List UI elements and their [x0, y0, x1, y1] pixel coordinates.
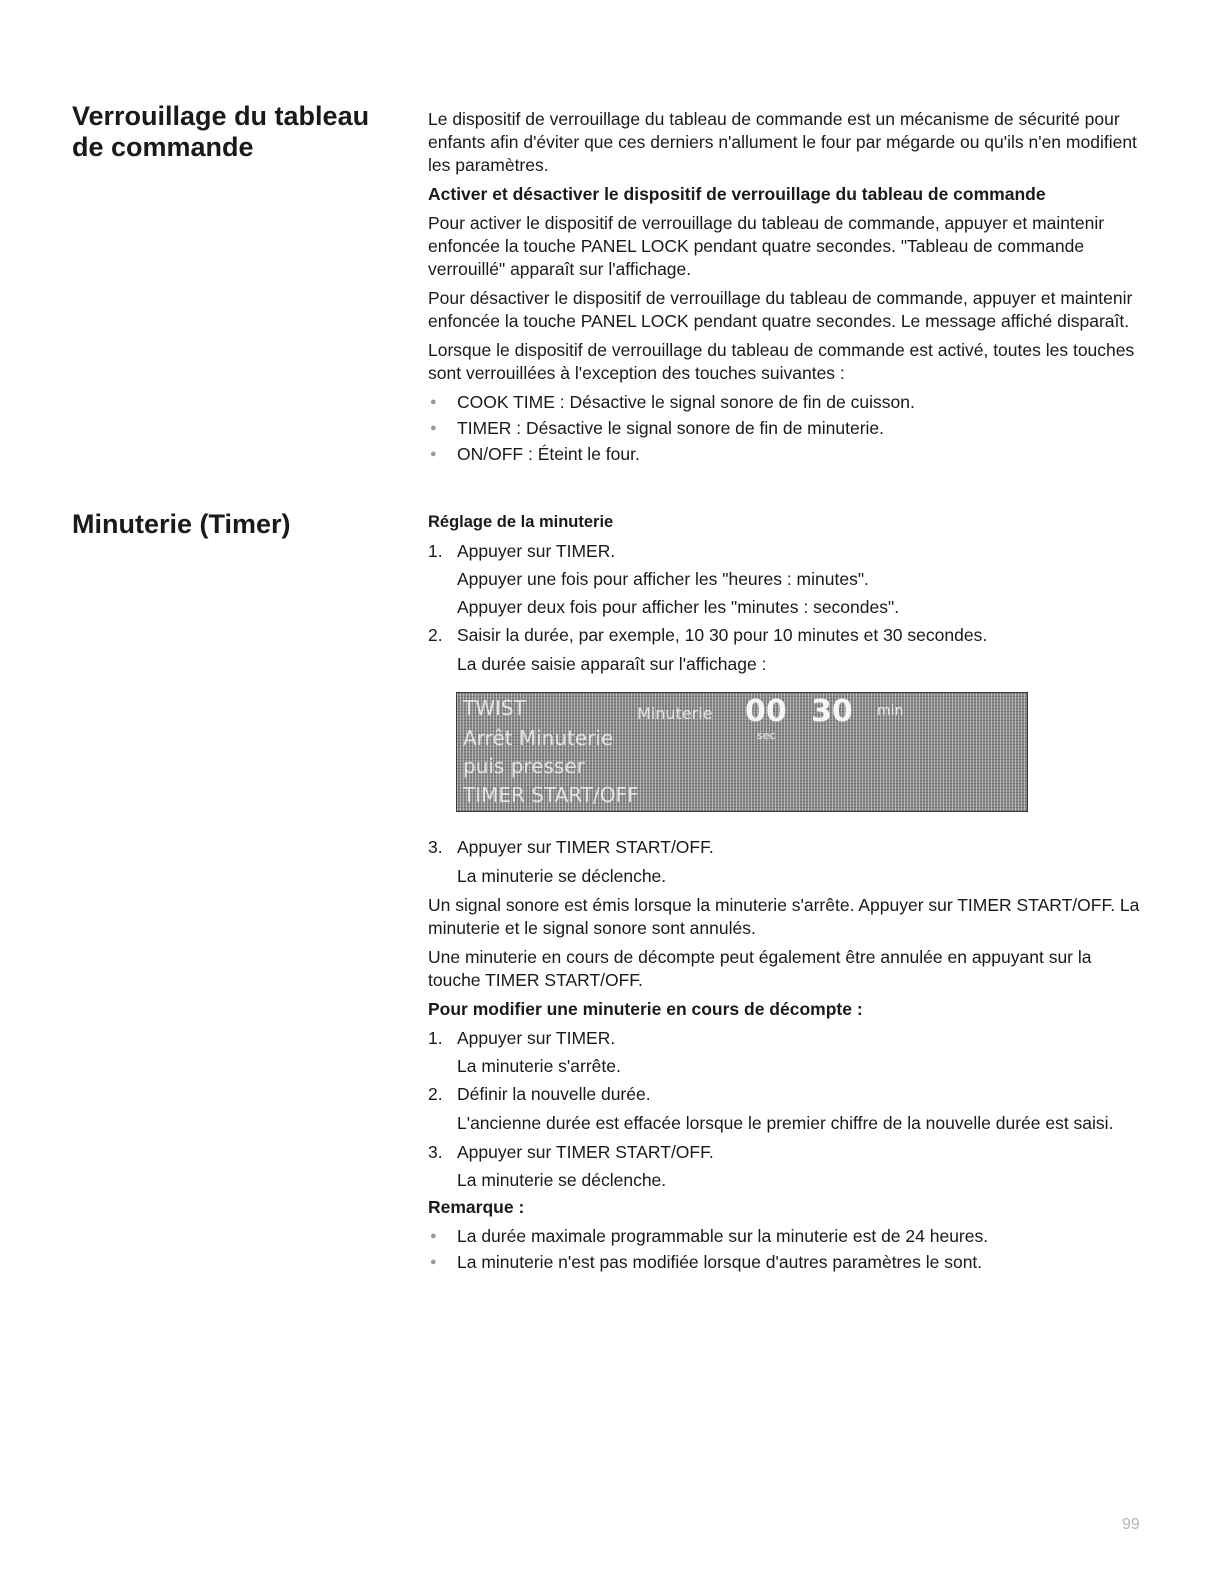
step-item: 3. Appuyer sur TIMER START/OFF. — [428, 837, 714, 857]
remarks-list — [428, 1225, 1144, 1274]
display-line-4: TIMER START/OFF — [463, 783, 639, 807]
display-unit: min — [877, 703, 904, 719]
timer-setting-section — [428, 511, 1144, 676]
display-unit-small: sec — [757, 729, 776, 742]
list-item: ● TIMER : Désactive le signal sonore de fin de minuterie. — [430, 418, 884, 438]
step-item: 1. Appuyer sur TIMER. — [428, 1028, 616, 1048]
display-line-2: Arrêt Minuterie — [463, 726, 614, 750]
remark-heading: Remarque : — [428, 1197, 525, 1217]
display-label: Minuterie — [637, 704, 713, 723]
timer-setting-heading: Réglage de la minuterie — [428, 513, 614, 531]
step-item: 1. Appuyer sur TIMER. — [428, 541, 616, 561]
step-note: Appuyer deux fois pour afficher les "minutes : secondes". — [457, 597, 900, 617]
display-digits-seconds: 30 — [811, 694, 853, 729]
bullet-icon: ● — [430, 396, 437, 408]
page-number: 99 — [1122, 1516, 1140, 1533]
lock-subheading: Activer et désactiver le dispositif de verrouillage du tableau de commande — [428, 184, 1046, 204]
lock-intro: Le dispositif de verrouillage du tableau de commande est un mécanisme de sécurité pour enfants afin d'éviter que ces derniers n'allument le four par mégarde ou qu'ils n'en modifient les paramètres. — [428, 109, 1137, 175]
list-item: ● La minuterie n'est pas modifiée lorsque d'autres paramètres le sont. — [430, 1252, 983, 1272]
bullet-icon: ● — [430, 1256, 437, 1268]
section-heading-panel-lock: Verrouillage du tableau de commande — [72, 101, 370, 162]
step-item: 2. Saisir la durée, par exemple, 10 30 pour 10 minutes et 30 secondes. — [428, 625, 988, 645]
step-note: La minuterie se déclenche. — [457, 1170, 667, 1190]
step-item: 2. Définir la nouvelle durée. — [428, 1084, 651, 1104]
step-note: La durée saisie apparaît sur l'affichage : — [457, 654, 767, 674]
modify-heading: Pour modifier une minuterie en cours de décompte : — [428, 999, 863, 1019]
step-note: La minuterie se déclenche. — [457, 866, 667, 886]
list-item: ● COOK TIME : Désactive le signal sonore de fin de cuisson. — [430, 392, 915, 412]
display-line-1: TWIST — [463, 696, 526, 720]
step-item: 3. Appuyer sur TIMER START/OFF. — [428, 1142, 714, 1162]
timer-continued-section — [428, 836, 1144, 1274]
bullet-icon: ● — [430, 448, 437, 460]
signal-text: Un signal sonore est émis lorsque la minuterie s'arrête. Appuyer sur TIMER START/OFF. La minuterie et le signal sonore sont annulés. — [428, 895, 1140, 938]
lock-exceptions-list — [428, 391, 1144, 466]
lock-activate-text: Pour activer le dispositif de verrouillage du tableau de commande, appuyer et maintenir enfoncée la touche PANEL LOCK pendant quatre secondes. "Tableau de commande verrouillé" apparaît sur l'affichage. — [428, 213, 1105, 279]
step-note: L'ancienne durée est effacée lorsque le premier chiffre de la nouvelle durée est saisi. — [457, 1113, 1114, 1133]
step-note: Appuyer une fois pour afficher les "heures : minutes". — [457, 569, 869, 589]
bullet-icon: ● — [430, 422, 437, 434]
display-line-3: puis presser — [463, 754, 585, 778]
display-digits-minutes: 00 — [745, 694, 787, 729]
list-item: ● La durée maximale programmable sur la minuterie est de 24 heures. — [430, 1226, 989, 1246]
bullet-icon: ● — [430, 1230, 437, 1242]
lock-deactivate-text: Pour désactiver le dispositif de verrouillage du tableau de commande, appuyer et maintenir enfoncée la touche PANEL LOCK pendant quatre secondes. Le message affiché disparaît. — [428, 288, 1133, 331]
lock-active-text: Lorsque le dispositif de verrouillage du tableau de commande est activé, toutes les touches sont verrouillées à l'exception des touches suivantes : — [428, 340, 1135, 383]
list-item: ● ON/OFF : Éteint le four. — [430, 444, 640, 464]
panel-lock-section — [428, 108, 1144, 466]
section-heading-timer: Minuterie (Timer) — [72, 509, 291, 539]
timer-display-screen — [456, 692, 1028, 812]
step-note: La minuterie s'arrête. — [457, 1056, 621, 1076]
cancel-text: Une minuterie en cours de décompte peut également être annulée en appuyant sur la touche TIMER START/OFF. — [428, 947, 1092, 990]
